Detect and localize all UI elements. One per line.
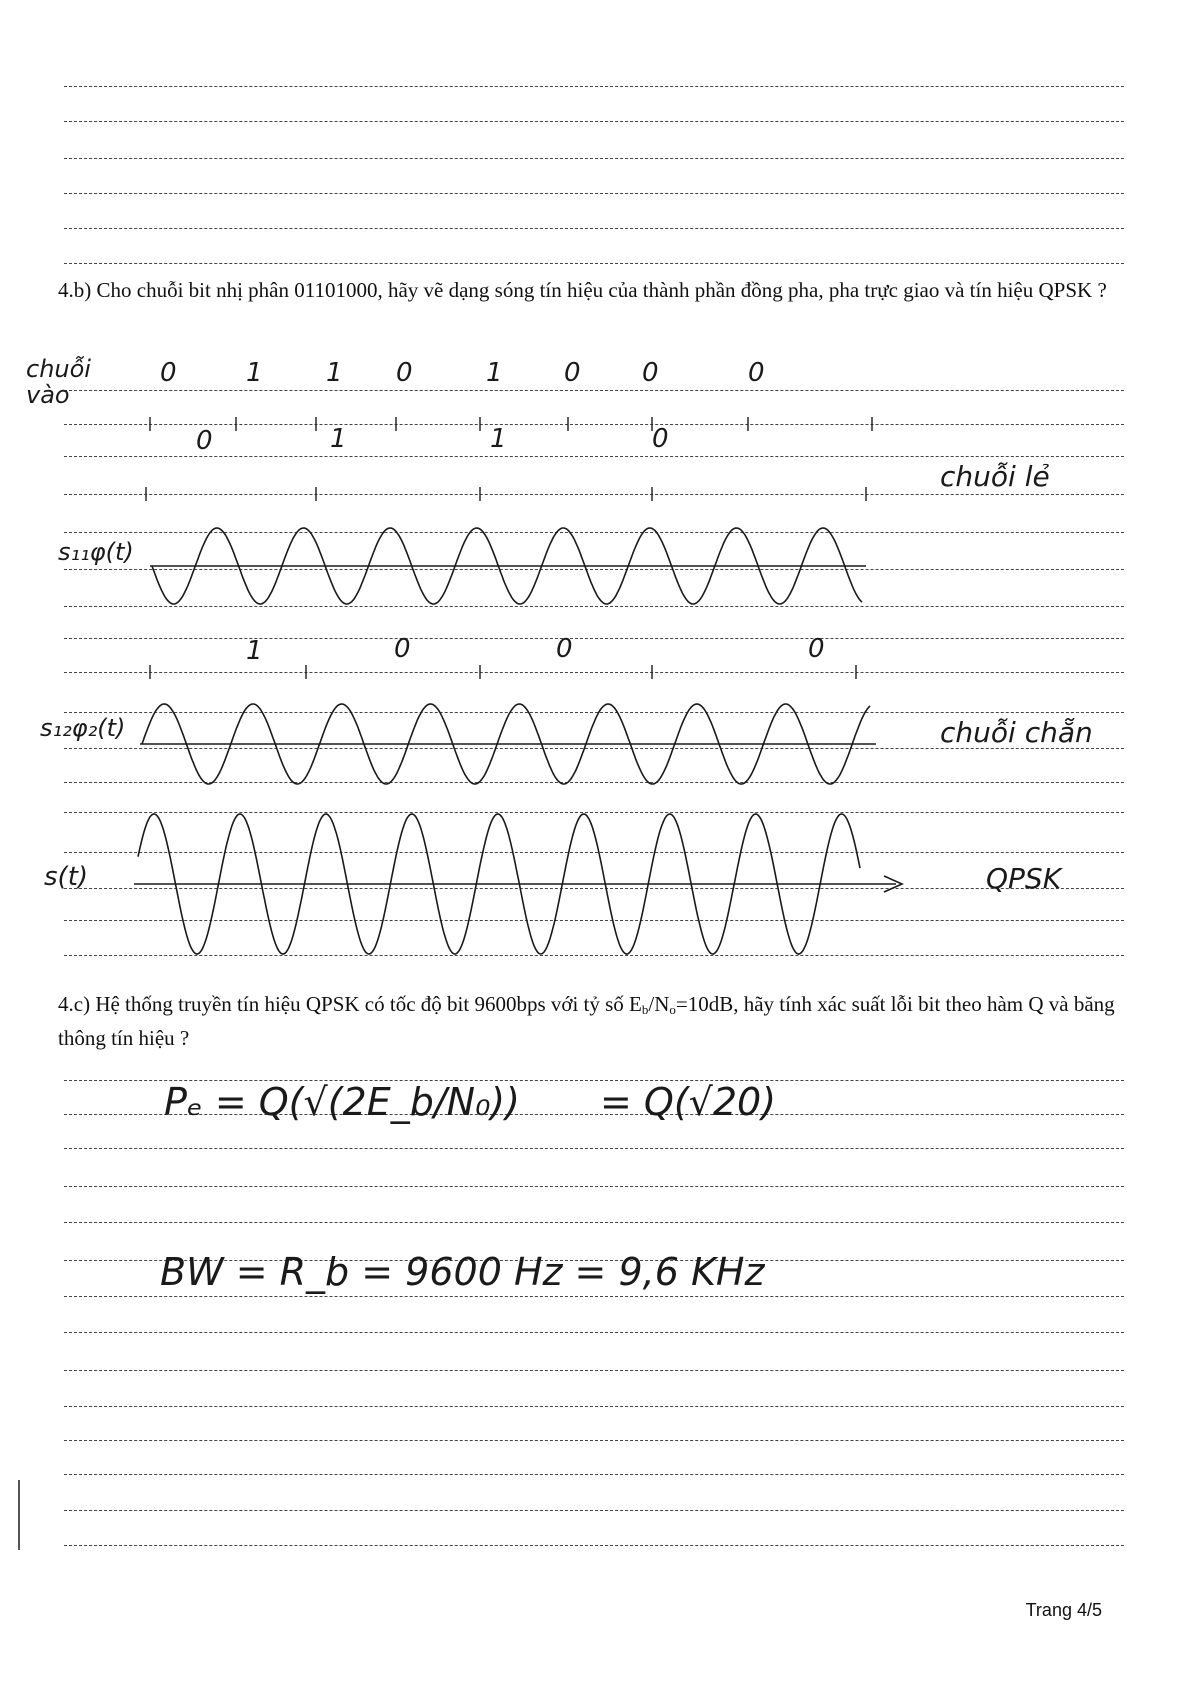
even-sequence-ticks <box>150 665 856 679</box>
bit: 0 <box>396 358 413 388</box>
even-sequence-label: chuỗi chẵn <box>940 716 1093 749</box>
bit: 0 <box>160 358 177 388</box>
s2-label: s₁₂φ₂(t) <box>40 714 126 742</box>
bit: 0 <box>564 358 581 388</box>
bit: 1 <box>490 424 507 454</box>
bandwidth-formula: BW = R_b = 9600 Hz = 9,6 KHz <box>160 1250 765 1294</box>
question-4c-text-3: =10dB, hãy tính xác suất lỗi bit theo hàm Q và băng thông tín hiệu ? <box>58 992 1115 1050</box>
question-4c-text-2: /N <box>648 992 670 1016</box>
full-sequence-ticks <box>150 417 872 431</box>
question-4c-text-1: 4.c) Hệ thống truyền tín hiệu QPSK có tốc độ bit 9600bps với tỷ số E <box>58 992 642 1016</box>
full-sequence-label: chuỗi vào <box>26 355 91 409</box>
bit: 0 <box>808 634 825 664</box>
pe-result: = Q(√20) <box>600 1080 777 1124</box>
s1-label: s₁₁φ(t) <box>58 538 134 566</box>
bit: 1 <box>330 424 347 454</box>
question-4c <box>58 990 1138 1053</box>
bit: 0 <box>196 426 213 456</box>
s-label: s(t) <box>44 862 89 892</box>
odd-sequence-ticks <box>146 487 866 501</box>
pe-formula: Pₑ = Q(√(2E_b/N₀)) <box>164 1080 520 1124</box>
bit: 1 <box>246 358 263 388</box>
question-4b: 4.b) Cho chuỗi bit nhị phân 01101000, hãy vẽ dạng sóng tín hiệu của thành phần đồng pha, pha trực giao và tín hiệu QPSK ? <box>58 278 1107 302</box>
bit: 0 <box>556 634 573 664</box>
inphase-waveform <box>150 528 866 604</box>
qpsk-label: QPSK <box>986 862 1062 895</box>
bit: 1 <box>246 636 263 666</box>
bit: 0 <box>748 358 765 388</box>
qpsk-waveform <box>134 814 902 954</box>
bit: 1 <box>326 358 343 388</box>
bit: 0 <box>642 358 659 388</box>
quadrature-waveform <box>140 704 876 784</box>
bit: 0 <box>394 634 411 664</box>
scan-margin-mark <box>18 1480 20 1550</box>
subscript-b: b <box>641 1002 649 1017</box>
bit: 1 <box>486 358 503 388</box>
odd-sequence-label: chuỗi lẻ <box>940 460 1050 493</box>
page-number: Trang 4/5 <box>1025 1600 1102 1620</box>
subscript-o: o <box>669 1002 676 1017</box>
bit: 0 <box>652 424 669 454</box>
